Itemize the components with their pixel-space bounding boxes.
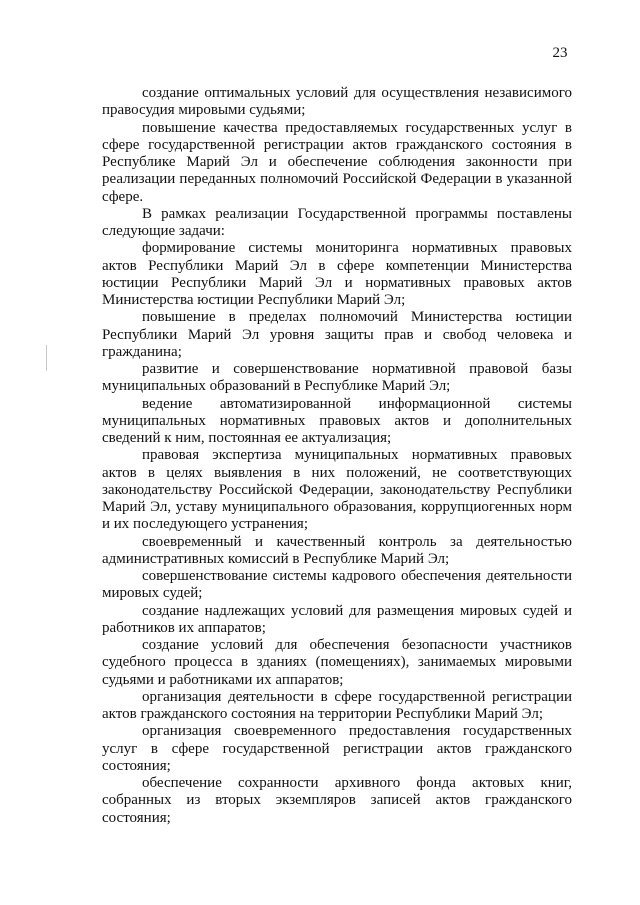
paragraph: создание надлежащих условий для размещения мировых судей и работников их аппаратов; xyxy=(102,602,572,636)
paragraph: организация деятельности в сфере государственной регистрации актов гражданского состояния на территории Республики Марий Эл; xyxy=(102,688,572,722)
paragraph: развитие и совершенствование нормативной правовой базы муниципальных образований в Республике Марий Эл; xyxy=(102,361,572,395)
paragraph: создание условий для обеспечения безопасности участников судебного процесса в зданиях (помещениях), занимаемых мировыми судьями и работниками их аппаратов; xyxy=(102,637,572,688)
paragraph: организация своевременного предоставления государственных услуг в сфере государственной регистрации актов гражданского состояния; xyxy=(102,723,572,774)
paragraph: В рамках реализации Государственной программы поставлены следующие задачи: xyxy=(102,205,572,239)
paragraph: обеспечение сохранности архивного фонда актовых книг, собранных из вторых экземпляров записей актов гражданского состояния; xyxy=(102,775,572,826)
paragraph: повышение в пределах полномочий Министерства юстиции Республики Марий Эл уровня защиты прав и свобод человека и гражданина; xyxy=(102,309,572,360)
paragraph: формирование системы мониторинга нормативных правовых актов Республики Марий Эл в сфере компетенции Министерства юстиции Республики Марий Эл и нормативных правовых актов Министерства юстиции Республики Марий Эл; xyxy=(102,240,572,308)
paragraph: правовая экспертиза муниципальных нормативных правовых актов в целях выявления в них положений, не соответствующих законодательству Российской Федерации, законодательству Республики Марий Эл, уставу муниципального образования, коррупциогенных норм и их последующего устранения; xyxy=(102,447,572,533)
document-body xyxy=(102,85,572,827)
paragraph: повышение качества предоставляемых государственных услуг в сфере государственной регистрации актов гражданского состояния в Республике Марий Эл и обеспечение соблюдения законности при реализации переданных полномочий Российской Федерации в указанной сфере. xyxy=(102,119,572,205)
paragraph: совершенствование системы кадрового обеспечения деятельности мировых судей; xyxy=(102,568,572,602)
paragraph: создание оптимальных условий для осуществления независимого правосудия мировыми судьями; xyxy=(102,85,572,119)
margin-mark xyxy=(46,345,47,371)
page-number: 23 xyxy=(552,45,568,61)
paragraph: своевременный и качественный контроль за деятельностью административных комиссий в Республике Марий Эл; xyxy=(102,533,572,567)
paragraph: ведение автоматизированной информационной системы муниципальных нормативных правовых актов и дополнительных сведений к ним, постоянная ее актуализация; xyxy=(102,395,572,446)
